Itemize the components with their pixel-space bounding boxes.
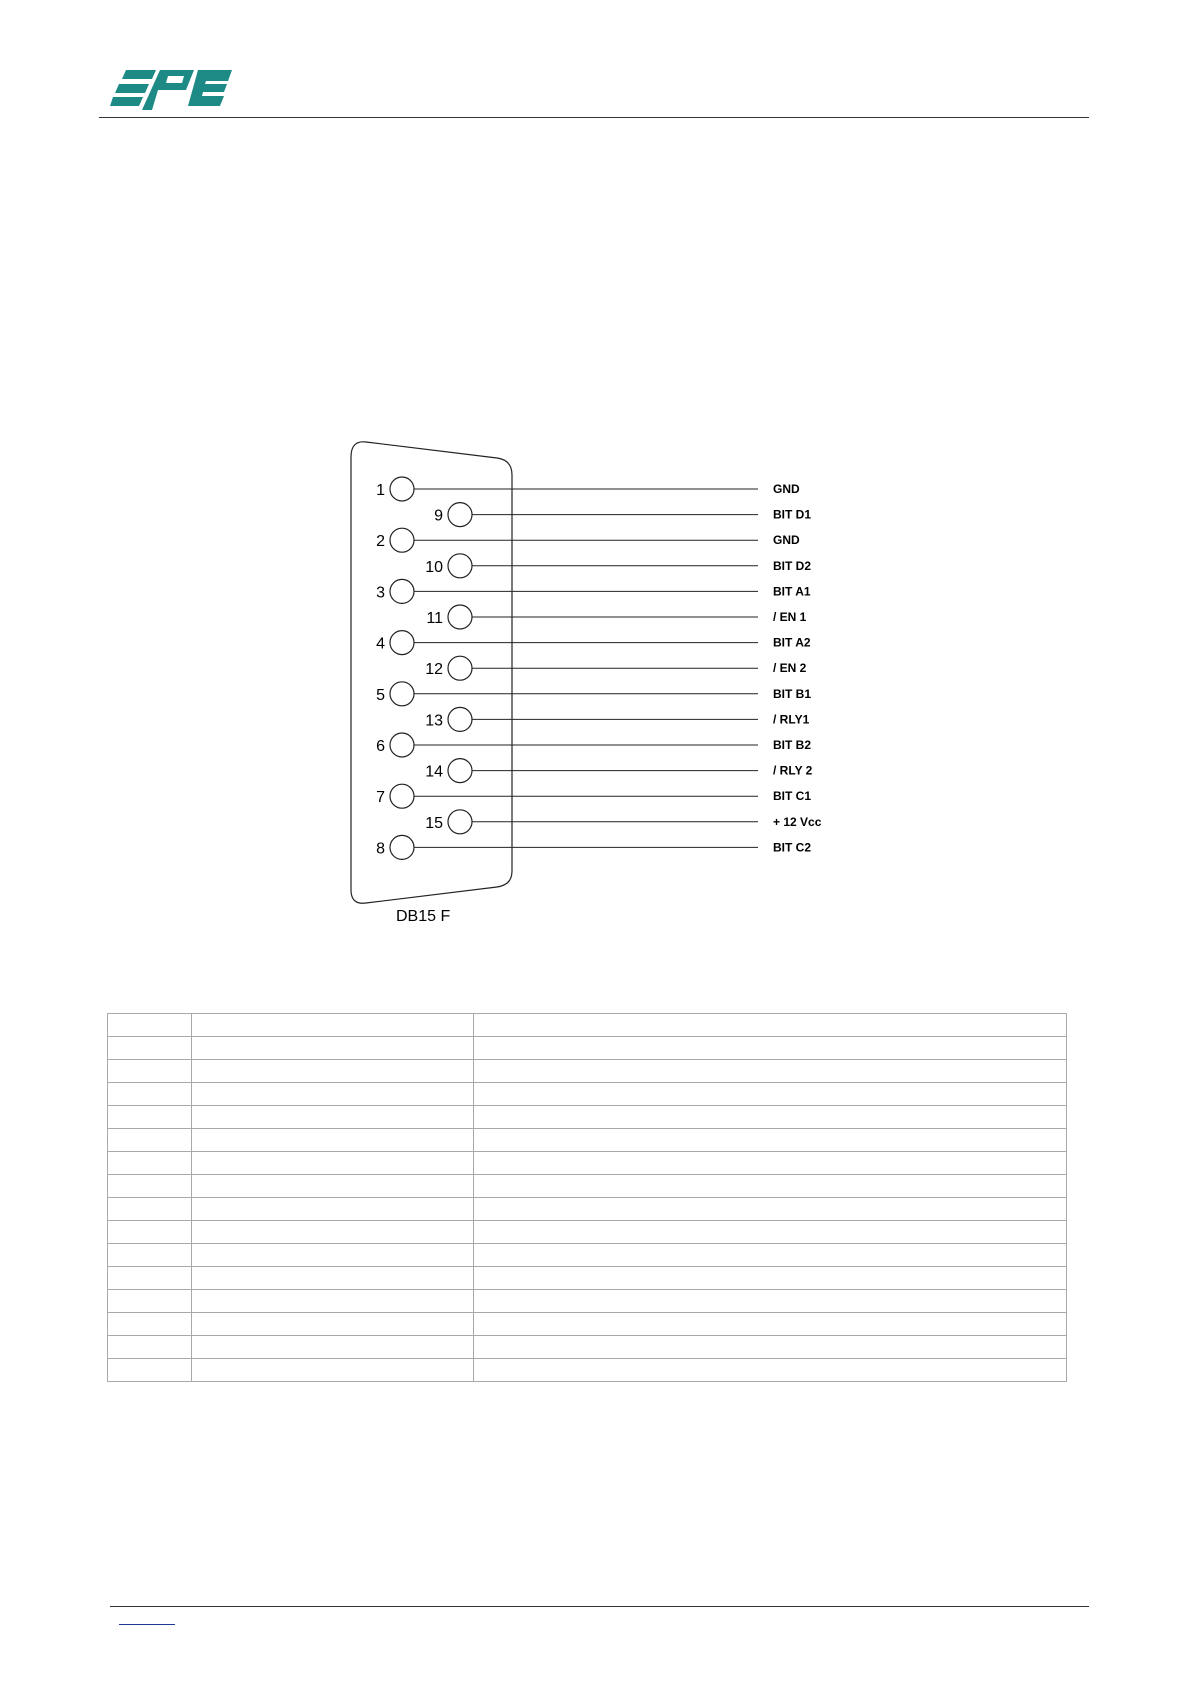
table-cell <box>474 1083 1067 1106</box>
pin-2-signal: GND <box>773 533 800 548</box>
pin-4-circle <box>390 631 414 655</box>
pin-14-number: 14 <box>425 763 443 781</box>
table-cell <box>192 1359 474 1382</box>
pin-6-signal: BIT B2 <box>773 738 812 752</box>
table-cell <box>192 1037 474 1060</box>
pin-9-signal: BIT D1 <box>773 507 812 522</box>
table-cell <box>192 1267 474 1290</box>
pin-1-circle <box>390 477 414 501</box>
table-cell <box>474 1267 1067 1290</box>
table-cell <box>108 1014 192 1037</box>
table-row <box>108 1060 1067 1083</box>
table-row <box>108 1267 1067 1290</box>
pin-11-signal: / EN 1 <box>773 610 807 624</box>
table-cell <box>192 1290 474 1313</box>
table-cell <box>474 1037 1067 1060</box>
pin-15-signal: + 12 Vcc <box>773 814 822 829</box>
table-cell <box>192 1014 474 1037</box>
pin-3-circle <box>390 579 414 603</box>
table-row <box>108 1129 1067 1152</box>
pin-13-signal: / RLY1 <box>773 712 810 727</box>
table-cell <box>474 1221 1067 1244</box>
table-row <box>108 1037 1067 1060</box>
pin-11-circle <box>448 605 472 629</box>
table-row <box>108 1106 1067 1129</box>
table-cell <box>192 1221 474 1244</box>
pin-9-circle <box>448 503 472 527</box>
table-cell <box>474 1152 1067 1175</box>
footer-rule <box>110 1606 1089 1607</box>
table-cell <box>108 1198 192 1221</box>
pin-14-signal: / RLY 2 <box>773 763 813 778</box>
pin-2-circle <box>390 528 414 552</box>
table-row <box>108 1221 1067 1244</box>
pin-3-number: 3 <box>376 584 385 602</box>
table-cell <box>108 1083 192 1106</box>
table-cell <box>474 1313 1067 1336</box>
pin-6-circle <box>390 733 414 757</box>
table-cell <box>108 1152 192 1175</box>
table-row <box>108 1175 1067 1198</box>
table-cell <box>192 1175 474 1198</box>
table-cell <box>474 1060 1067 1083</box>
table-cell <box>108 1267 192 1290</box>
table-cell <box>192 1083 474 1106</box>
table-cell <box>108 1313 192 1336</box>
pin-2-number: 2 <box>376 533 385 551</box>
table-cell <box>474 1106 1067 1129</box>
pin-11-number: 11 <box>426 610 443 627</box>
table-cell <box>192 1106 474 1129</box>
pin-4-number: 4 <box>376 635 385 653</box>
pin-10-number: 10 <box>425 558 443 576</box>
table-cell <box>474 1175 1067 1198</box>
table-cell <box>474 1198 1067 1221</box>
table-cell <box>192 1336 474 1359</box>
table-row <box>108 1359 1067 1382</box>
connector-label: DB15 F <box>396 908 451 925</box>
table-row <box>108 1152 1067 1175</box>
table-cell <box>108 1221 192 1244</box>
table-row <box>108 1290 1067 1313</box>
table-cell <box>108 1244 192 1267</box>
pin-5-number: 5 <box>376 686 385 704</box>
table-cell <box>474 1014 1067 1037</box>
table-row <box>108 1313 1067 1336</box>
pin-8-signal: BIT C2 <box>773 840 812 855</box>
pin-15-circle <box>448 810 472 834</box>
table-cell <box>108 1106 192 1129</box>
pin-5-circle <box>390 682 414 706</box>
footer-link[interactable] <box>119 1624 175 1625</box>
table-cell <box>474 1359 1067 1382</box>
table-row <box>108 1198 1067 1221</box>
table-row <box>108 1244 1067 1267</box>
pin-3-signal: BIT A1 <box>773 584 811 599</box>
pin-8-number: 8 <box>376 840 385 858</box>
pin-15-number: 15 <box>425 814 443 832</box>
table-cell <box>108 1037 192 1060</box>
table-cell <box>192 1313 474 1336</box>
table-cell <box>108 1175 192 1198</box>
pin-10-circle <box>448 554 472 578</box>
table-cell <box>474 1336 1067 1359</box>
pin-5-signal: BIT B1 <box>773 686 812 701</box>
table-cell <box>108 1060 192 1083</box>
table-cell <box>108 1359 192 1382</box>
table-cell <box>108 1129 192 1152</box>
table-cell <box>108 1336 192 1359</box>
table-cell <box>108 1290 192 1313</box>
pin-12-signal: / EN 2 <box>773 661 807 676</box>
table-cell <box>192 1129 474 1152</box>
pin-4-signal: BIT A2 <box>773 635 811 650</box>
pin-13-circle <box>448 707 472 731</box>
pin-7-signal: BIT C1 <box>773 789 812 804</box>
table-row <box>108 1014 1067 1037</box>
pin-8-circle <box>390 835 414 859</box>
table-row <box>108 1083 1067 1106</box>
table-cell <box>192 1198 474 1221</box>
table-cell <box>192 1152 474 1175</box>
table-cell <box>474 1290 1067 1313</box>
pin-7-number: 7 <box>376 789 385 807</box>
pin-9-number: 9 <box>434 507 443 525</box>
pin-12-number: 12 <box>425 661 443 679</box>
table-cell <box>474 1244 1067 1267</box>
pin-14-circle <box>448 759 472 783</box>
pin-1-signal: GND <box>773 482 800 496</box>
pin-table <box>107 1013 1067 1382</box>
table-row <box>108 1336 1067 1359</box>
table-cell <box>192 1244 474 1267</box>
pin-12-circle <box>448 656 472 680</box>
pin-10-signal: BIT D2 <box>773 558 812 573</box>
pin-13-number: 13 <box>425 712 443 730</box>
pin-7-circle <box>390 784 414 808</box>
table-cell <box>192 1060 474 1083</box>
pin-6-number: 6 <box>376 738 385 755</box>
pin-1-number: 1 <box>376 482 385 499</box>
table-cell <box>474 1129 1067 1152</box>
